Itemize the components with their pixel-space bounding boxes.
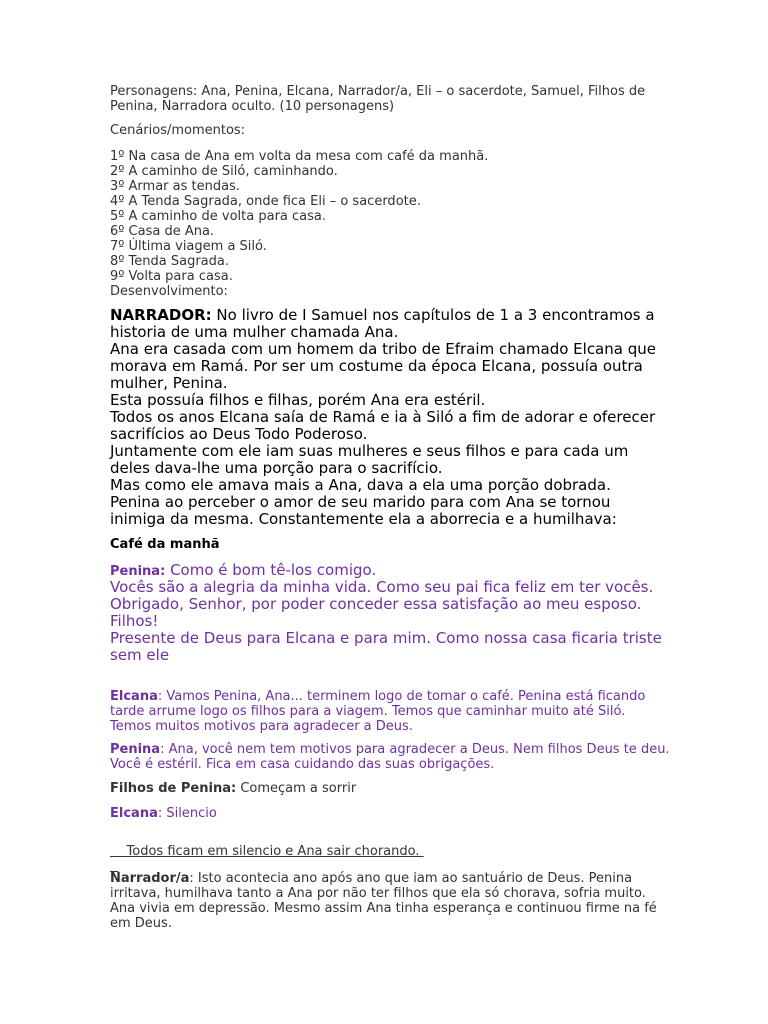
penina-speech-2 — [110, 742, 670, 772]
cenario-item: 7º Última viagem a Siló. — [110, 239, 267, 254]
elcana-speech-2 — [110, 806, 670, 821]
filhos-speaker: Filhos de Penina: — [110, 781, 237, 796]
narrador-speaker: Narrador/a — [110, 871, 190, 886]
narration-block — [110, 307, 670, 528]
desenvolvimento-label: Desenvolvimento: — [110, 284, 228, 299]
elcana-speaker: Elcana — [110, 806, 158, 821]
penina-line: Obrigado, Senhor, por poder conceder essa satisfação ao meu esposo. Filhos! — [110, 595, 642, 630]
cenario-item: 4º A Tenda Sagrada, onde fica Eli – o sacerdote. — [110, 194, 421, 209]
narration-line: No livro de I Samuel nos capítulos de 1 a 3 encontramos a historia de uma mulher chamada Ana. — [110, 306, 655, 341]
filhos-line — [110, 781, 670, 796]
narration-line: Todos os anos Elcana saía de Ramá e ia à Siló a fim de adorar e oferecer sacrifícios ao Deus Todo Poderoso. — [110, 408, 656, 443]
cenario-item: 8º Tenda Sagrada. — [110, 254, 229, 269]
cenario-item: 9º Volta para casa. — [110, 269, 233, 284]
cenario-item: 3º Armar as tendas. — [110, 179, 240, 194]
cenarios-label — [110, 123, 670, 138]
penina-speech-1 — [110, 562, 670, 664]
penina-speaker: Penina — [110, 742, 161, 757]
penina-text: : Ana, você nem tem motivos para agradecer a Deus. Nem filhos Deus te deu. Você é estéril. Fica em casa cuidando das suas obrigações. — [110, 742, 670, 772]
stage-direction-text: Todos ficam em silencio e Ana sair chorando. — [126, 844, 424, 859]
personagens-paragraph — [110, 84, 670, 114]
narrador-text: : Isto acontecia ano após ano que iam ao santuário de Deus. Penina irritava, humilhava tanto a Ana por não ter filhos que ela só chorava, sofria muito. Ana vivia em depressão. Mesmo assim Ana tinha esperança e continuou firme na fé em Deus. — [110, 871, 657, 931]
cenario-item: 2º A caminho de Siló, caminhando. — [110, 164, 338, 179]
filhos-text: Começam a sorrir — [236, 781, 357, 796]
scene-title-text: Café da manhã — [110, 537, 220, 552]
cenarios-list — [110, 149, 670, 299]
narration-paragraph — [110, 307, 670, 341]
cenarios-label-text: Cenários/momentos: — [110, 123, 246, 138]
narration-line: Esta possuía filhos e filhas, porém Ana era estéril. — [110, 391, 486, 409]
narrador-paragraph — [110, 871, 670, 931]
elcana-speaker: Elcana — [110, 689, 158, 704]
elcana-text: : Vamos Penina, Ana... terminem logo de tomar o café. Penina está ficando tarde arrume logo os filhos para a viagem. Temos que caminhar muito até Siló. Temos muitos motivos para agradecer a Deus. — [110, 689, 646, 734]
penina-line: Vocês são a alegria da minha vida. Como seu pai fica feliz em ter vocês. — [110, 578, 654, 596]
cenario-item: 1º Na casa de Ana em volta da mesa com café da manhã. — [110, 149, 489, 164]
scene-title — [110, 537, 670, 552]
penina-line: Presente de Deus para Elcana e para mim. Como nossa casa ficaria triste sem ele — [110, 629, 662, 664]
narration-line: Penina ao perceber o amor de seu marido para com Ana se tornou inimiga da mesma. Constantemente ela a aborrecia e a humilhava: — [110, 493, 617, 528]
cenario-item: 5º A caminho de volta para casa. — [110, 209, 326, 224]
cenario-item: 6º Casa de Ana. — [110, 224, 215, 239]
elcana-text: : Silencio — [157, 806, 217, 821]
penina-speaker: Penina: — [110, 564, 166, 579]
elcana-speech-1 — [110, 689, 670, 734]
stage-direction — [110, 829, 670, 874]
narration-line: Ana era casada com um homem da tribo de Efraim chamado Elcana que morava em Ramá. Por ser um costume da época Elcana, possuía outra mulher, Penina. — [110, 340, 656, 392]
penina-line: Como é bom tê-los comigo. — [170, 561, 377, 579]
narration-line: Mas como ele amava mais a Ana, dava a ela uma porção dobrada. — [110, 476, 611, 494]
personagens-text: Personagens: Ana, Penina, Elcana, Narrador/a, Eli – o sacerdote, Samuel, Filhos de Penina, Narradora oculto. (10 personagens) — [110, 84, 646, 114]
narration-line: Juntamente com ele iam suas mulheres e seus filhos e para cada um deles dava-lhe uma porção para o sacrifício. — [110, 442, 629, 477]
narrador-speaker: NARRADOR: — [110, 306, 212, 324]
